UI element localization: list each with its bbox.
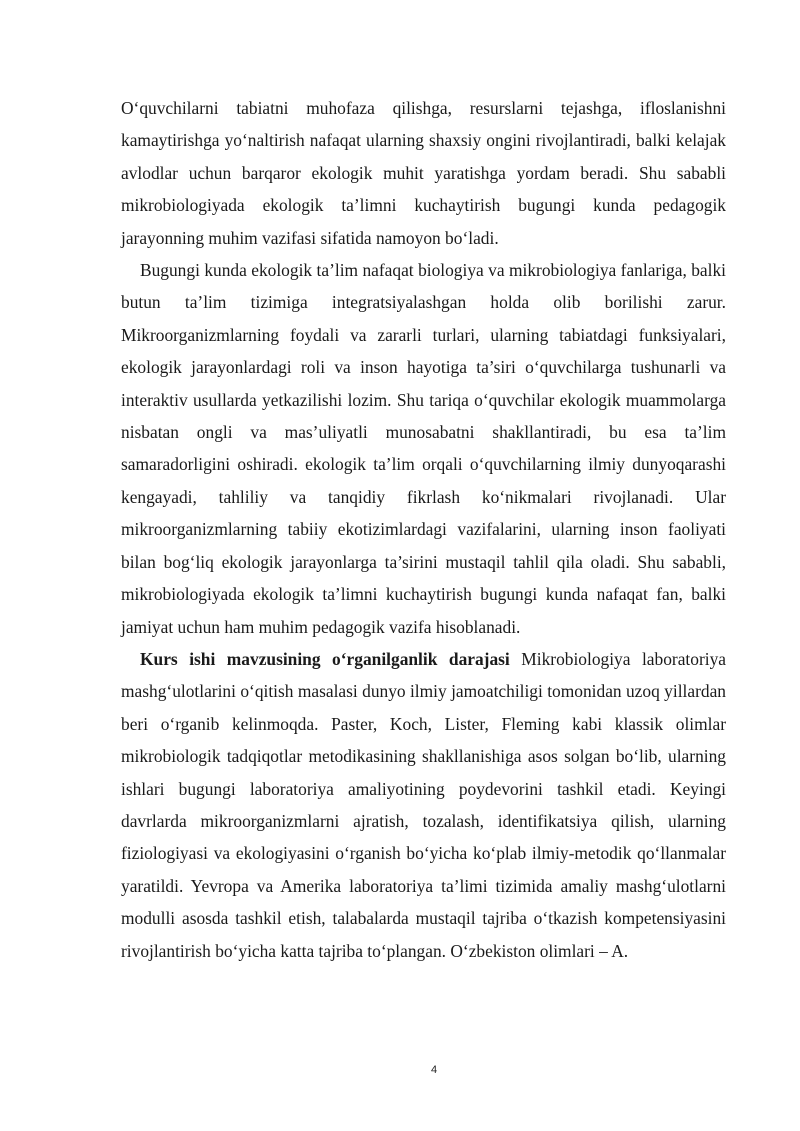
paragraph-1 bbox=[121, 92, 726, 254]
body-text bbox=[121, 92, 726, 967]
section-heading: Kurs ishi mavzusining o‘rganilganlik darajasi bbox=[140, 648, 510, 669]
paragraph-3 bbox=[121, 643, 726, 967]
page-number: 4 bbox=[430, 1064, 438, 1076]
paragraph-1-text: O‘quvchilarni tabiatni muhofaza qilishga, resurslarni tejashga, ifloslanishni kamaytirishga yo‘naltirish nafaqat ularning shaxsiy ongini rivojlantiradi, balki kelajak avlodlar uchun barqaror ekologik muhit yaratishga yordam beradi. Shu sababli mikrobiologiyada ekologik ta’limni kuchaytirish bugungi kunda pedagogik jarayonning muhim vazifasi sifatida namoyon bo‘ladi. bbox=[121, 98, 726, 248]
paragraph-2-text: Bugungi kunda ekologik ta’lim nafaqat biologiya va mikrobiologiya fanlariga, balki butun ta’lim tizimiga integratsiyalashgan holda olib borilishi zarur. Mikroorganizmlarning foydali va zararli turlari, ularning tabiatdagi funksiyalari, ekologik jarayonlardagi roli va inson hayotiga ta’siri o‘quvchilarga tushunarli va interaktiv usullarda yetkazilishi lozim. Shu tariqa o‘quvchilar ekologik muammolarga nisbatan ongli va mas’uliyatli munosabatni shakllantiradi, bu esa ta’lim samaradorligini oshiradi. ekologik ta’lim orqali o‘quvchilarning ilmiy dunyoqarashi kengayadi, tahliliy va tanqidiy fikrlash ko‘nikmalari rivojlanadi. Ular mikroorganizmlarning tabiiy ekotizimlardagi vazifalarini, ularning inson faoliyati bilan bog‘liq ekologik jarayonlarga ta’sirini mustaqil tahlil qila oladi. Shu sababli, mikrobiologiyada ekologik ta’limni kuchaytirish bugungi kunda nafaqat fan, balki jamiyat uchun ham muhim pedagogik vazifa hisoblanadi. bbox=[121, 260, 726, 637]
paragraph-3-text: Mikrobiologiya laboratoriya mashg‘ulotlarini o‘qitish masalasi dunyo ilmiy jamoatchiligi tomonidan uzoq yillardan beri o‘rganib kelinmoqda. Paster, Koch, Lister, Fleming kabi klassik olimlar mikrobiologik tadqiqotlar metodikasining shakllanishiga asos solgan bo‘lib, ularning ishlari bugungi laboratoriya amaliyotining poydevorini tashkil etadi. Keyingi davrlarda mikroorganizmlarni ajratish, tozalash, identifikatsiya qilish, ularning fiziologiyasi va ekologiyasini o‘rganish bo‘yicha ko‘plab ilmiy-metodik qo‘llanmalar yaratildi. Yevropa va Amerika laboratoriya ta’limi tizimida amaliy mashg‘ulotlarni modulli asosda tashkil etish, talabalarda mustaqil tajriba o‘tkazish kompetensiyasini rivojlantirish bo‘yicha katta tajriba to‘plangan. O‘zbekiston olimlari – A. bbox=[121, 648, 726, 961]
paragraph-2 bbox=[121, 254, 726, 643]
